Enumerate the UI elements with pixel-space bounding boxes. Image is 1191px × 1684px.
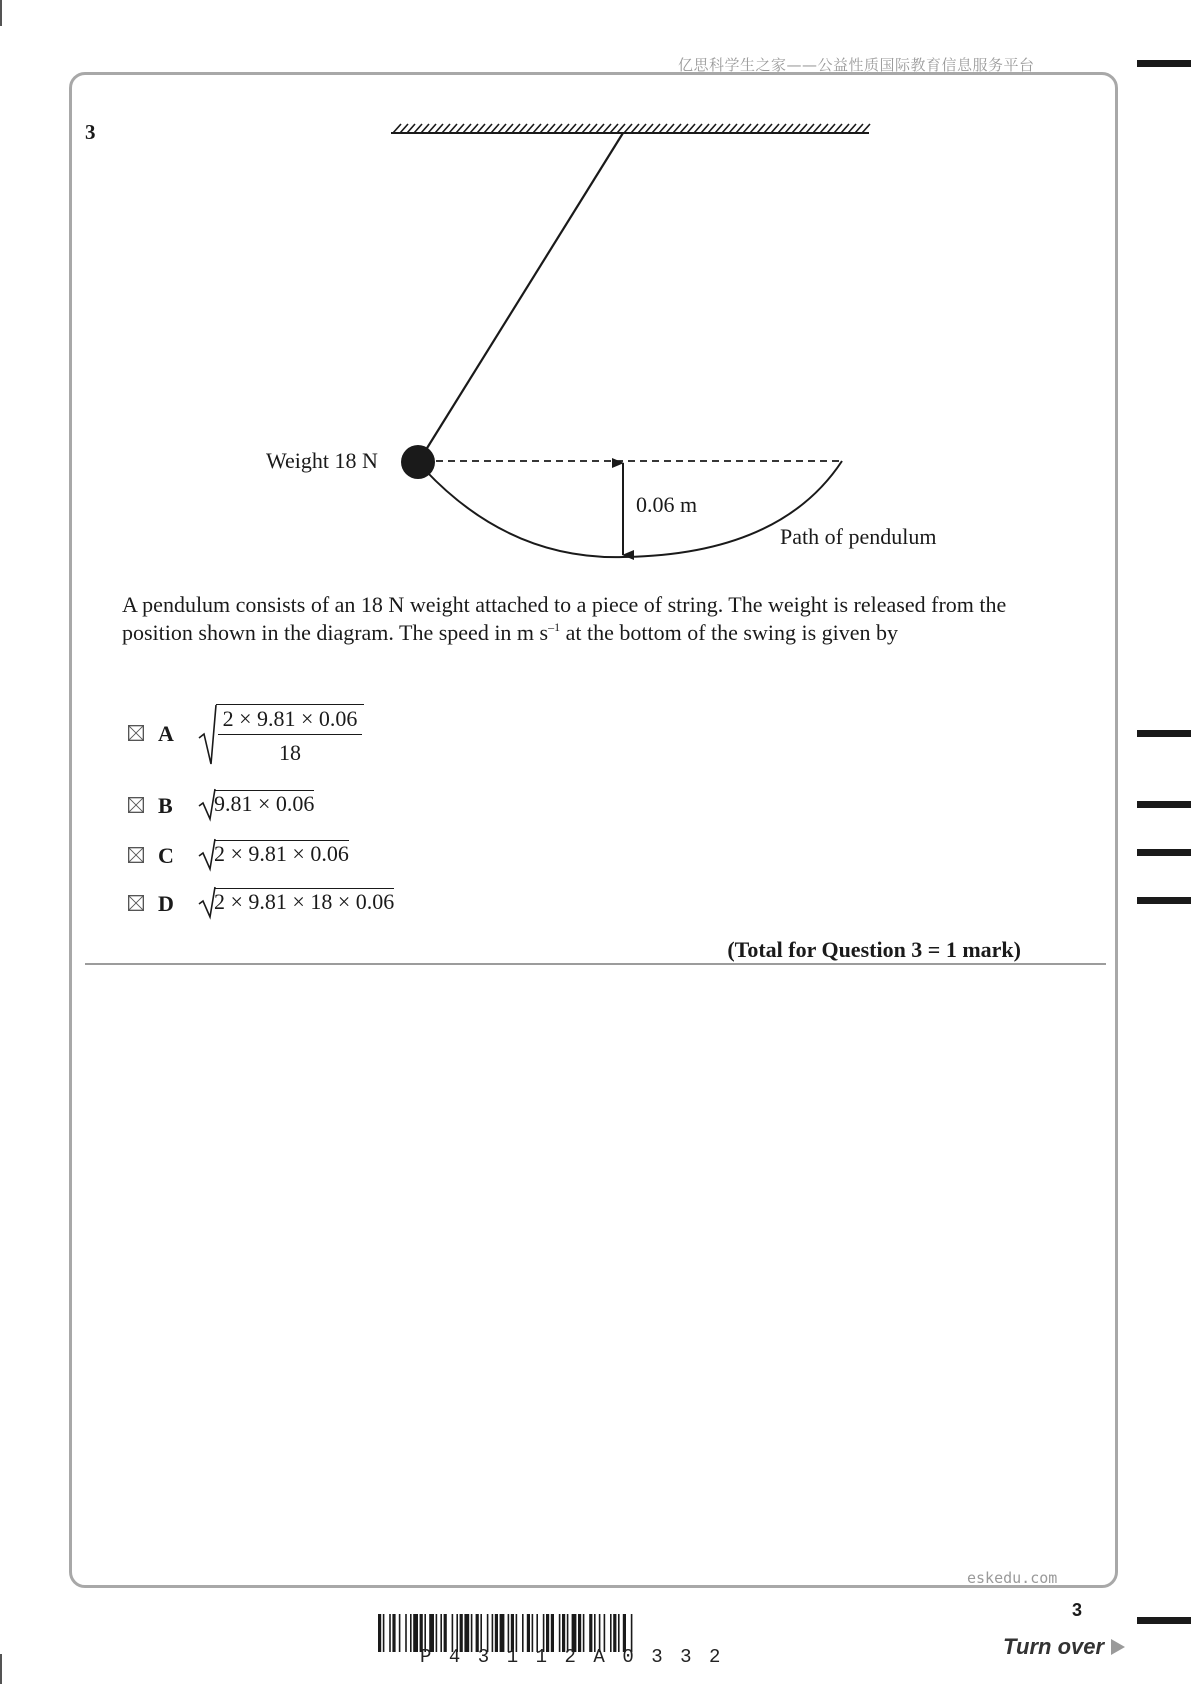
turn-over-arrow-icon bbox=[1110, 1638, 1126, 1656]
crop-mark-bottom-left bbox=[0, 1654, 30, 1684]
separator-rule bbox=[85, 963, 1106, 965]
pendulum-bob bbox=[401, 445, 435, 479]
barcode-bar bbox=[413, 1614, 418, 1652]
path-label: Path of pendulum bbox=[780, 524, 937, 549]
barcode-bar bbox=[405, 1614, 407, 1652]
radical-overbar bbox=[216, 704, 364, 705]
option-c-letter: C bbox=[158, 843, 174, 868]
barcode-bar bbox=[392, 1614, 395, 1652]
option-d-expression: 2 × 9.81 × 18 × 0.06 bbox=[214, 889, 395, 914]
question-text-part2: at the bottom of the swing is given by bbox=[560, 620, 899, 645]
option-a[interactable] bbox=[128, 702, 408, 772]
option-d-checkbox[interactable] bbox=[128, 895, 144, 911]
question-text bbox=[122, 591, 1022, 647]
option-b-expression: 9.81 × 0.06 bbox=[214, 791, 315, 816]
question-text-part1: A pendulum consists of an 18 N weight attached to a piece of string. The weight is released from the position shown in the diagram. The speed in m s bbox=[122, 592, 1007, 645]
margin-bar bbox=[1137, 897, 1191, 904]
unit-superscript: –1 bbox=[548, 620, 561, 634]
margin-bar bbox=[1137, 730, 1191, 737]
sqrt-sign bbox=[198, 702, 218, 766]
question-total: (Total for Question 3 = 1 mark) bbox=[727, 937, 1021, 962]
pendulum-string bbox=[419, 133, 623, 461]
option-c-checkbox[interactable] bbox=[128, 847, 144, 863]
option-a-numerator: 2 × 9.81 × 0.06 bbox=[222, 706, 358, 731]
turn-over-label: Turn over bbox=[1003, 1634, 1105, 1659]
barcode-bar bbox=[383, 1614, 385, 1652]
margin-bar bbox=[1137, 1617, 1191, 1624]
question-number: 3 bbox=[85, 120, 96, 144]
pendulum-diagram bbox=[0, 0, 1191, 600]
fraction-bar bbox=[218, 734, 362, 735]
option-d-letter: D bbox=[158, 891, 174, 916]
option-b-letter: B bbox=[158, 793, 173, 818]
weight-label: Weight 18 N bbox=[266, 448, 378, 473]
barcode-text: P43112A0332 bbox=[420, 1646, 738, 1668]
ceiling-support bbox=[391, 124, 870, 133]
option-a-checkbox[interactable] bbox=[128, 725, 144, 741]
margin-bar bbox=[1137, 801, 1191, 808]
height-label: 0.06 m bbox=[636, 492, 698, 517]
barcode-bar bbox=[410, 1614, 412, 1652]
page-number: 3 bbox=[1072, 1600, 1083, 1620]
option-c-expression: 2 × 9.81 × 0.06 bbox=[214, 841, 349, 866]
watermark-bottom: eskedu.com bbox=[967, 1569, 1058, 1587]
option-c[interactable] bbox=[128, 836, 408, 872]
option-a-denominator: 18 bbox=[279, 740, 301, 765]
barcode-bar bbox=[378, 1614, 381, 1652]
barcode-bar bbox=[399, 1614, 401, 1652]
watermark-top: 亿思科学生之家——公益性质国际教育信息服务平台 bbox=[678, 56, 1035, 74]
option-d[interactable] bbox=[128, 884, 448, 920]
option-b[interactable] bbox=[128, 786, 408, 822]
barcode-bar bbox=[389, 1614, 391, 1652]
margin-bar bbox=[1137, 849, 1191, 856]
option-a-letter: A bbox=[158, 721, 174, 746]
option-b-checkbox[interactable] bbox=[128, 797, 144, 813]
